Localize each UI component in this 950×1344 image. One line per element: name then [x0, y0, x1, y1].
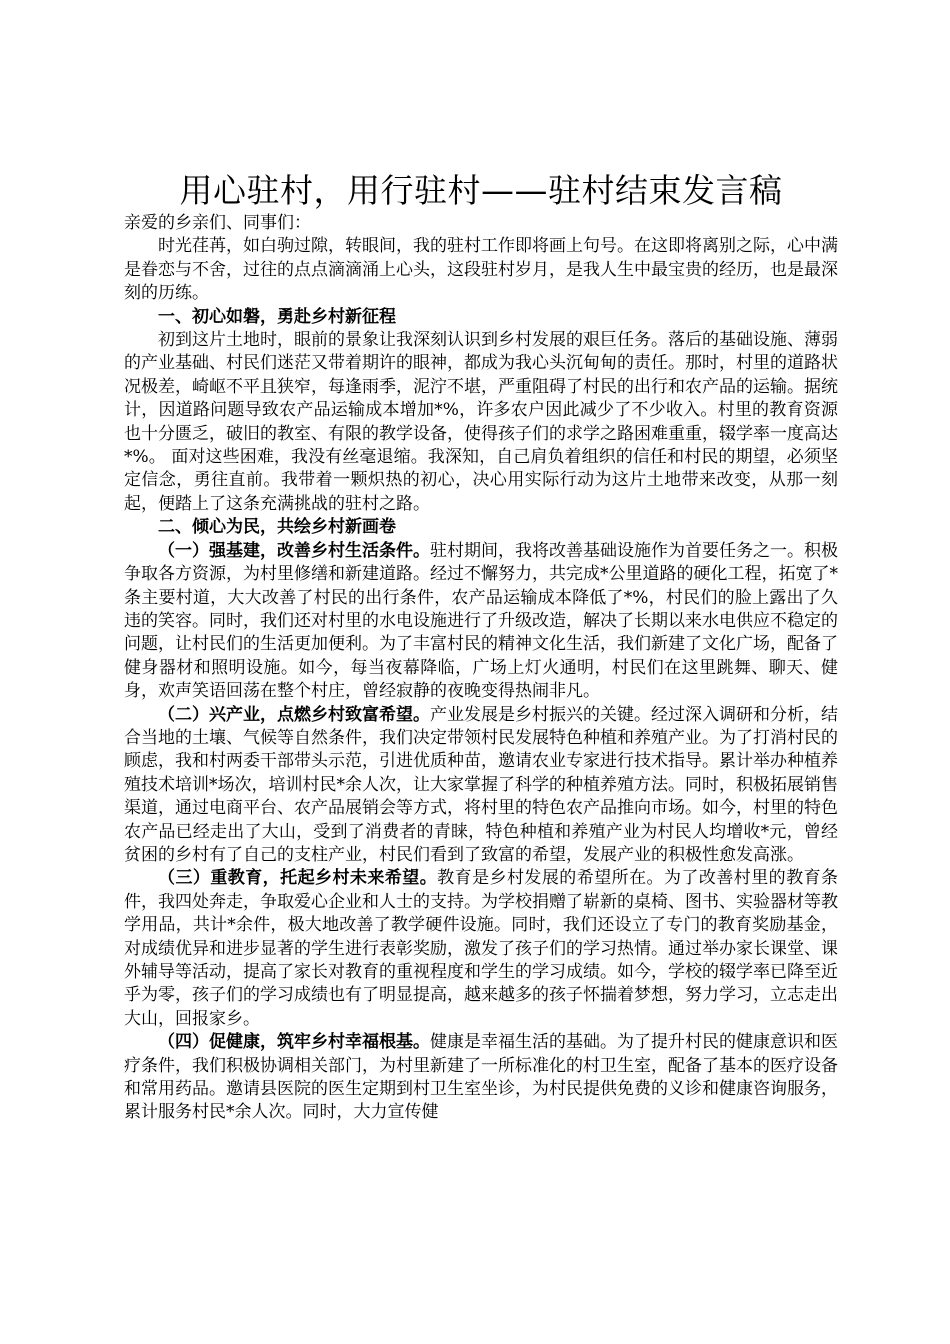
subsection-body-3: 教育是乡村发展的希望所在。为了改善村里的教育条件，我四处奔走，争取爱心企业和人士的支持。为学校捐赠了崭新的桌椅、图书、实验器材等教学用品，共计*余件，极大地改善了教学硬件设施。同时，我们还设立了专门的教育奖励基金，对成绩优异和进步显著的学生进行表彰奖励，激发了孩子们的学习热情。通过举办家长课堂、课外辅导等活动，提高了家长对教育的重视程度和学生的学习成绩。如今，学校的辍学率已降至近乎为零，孩子们的学习成绩也有了明显提高，越来越多的孩子怀揣着梦想，努力学习，立志走出大山，回报家乡。 — [124, 868, 839, 1029]
section-heading-2: 二、倾心为民，共绘乡村新画卷 — [158, 517, 396, 538]
subsection-lead-4: （四）促健康，筑牢乡村幸福根基。 — [158, 1032, 430, 1053]
subsection-lead-2: （二）兴产业，点燃乡村致富希望。 — [158, 704, 430, 725]
subsection-paragraph-1 — [124, 540, 838, 704]
subsection-body-1: 驻村期间，我将改善基础设施作为首要任务之一。积极争取各方资源，为村里修缮和新建道路。经过不懈努力，共完成*公里道路的硬化工程，拓宽了*条主要村道，大大改善了村民的出行条件，农产品运输成本降低了*%，村民们的脸上露出了久违的笑容。同时，我们还对村里的水电设施进行了升级改造，解决了长期以来水电供应不稳定的问题，让村民们的生活更加便利。为了丰富村民的精神文化生活，我们新建了文化广场，配备了健身器材和照明设施。如今，每当夜幕降临，广场上灯火通明，村民们在这里跳舞、聊天、健身，欢声笑语回荡在整个村庄，曾经寂静的夜晚变得热闹非凡。 — [124, 540, 838, 702]
section-1-paragraph: 初到这片土地时，眼前的景象让我深刻认识到乡村发展的艰巨任务。落后的基础设施、薄弱的产业基础、村民们迷茫又带着期许的眼神，都成为我心头沉甸甸的责任。那时，村里的道路状况极差，崎岖不平且狭窄，每逢雨季，泥泞不堪，严重阻碍了村民的出行和农产品的运输。据统计，因道路问题导致农产品运输成本增加*%，许多农户因此减少了不少收入。村里的教育资源也十分匮乏，破旧的教室、有限的教学设备，使得孩子们的求学之路困难重重，辍学率一度高达*%。 面对这些困难，我没有丝毫退缩。我深知，自己肩负着组织的信任和村民的期望，必须坚定信念，勇往直前。我带着一颗炽热的初心，决心用实际行动为这片土地带来改变，从那一刻起，便踏上了这条充满挑战的驻村之路。 — [124, 330, 838, 514]
document-title: 用心驻村，用行驻村——驻村结束发言稿 — [179, 171, 783, 210]
subsection-lead-1: （一）强基建，改善乡村生活条件。 — [158, 540, 430, 561]
subsection-body-2: 产业发展是乡村振兴的关键。经过深入调研和分析，结合当地的土壤、气候等自然条件，我们决定带领村民发展特色种植和养殖产业。为了打消村民的顾虑，我和村两委干部带头示范，引进优质种苗，邀请农业专家进行技术指导。累计举办种植养殖技术培训*场次，培训村民*余人次，让大家掌握了科学的种植养殖方法。同时，积极拓展销售渠道，通过电商平台、农产品展销会等方式，将村里的特色农产品推向市场。如今，村里的特色农产品已经走出了大山，受到了消费者的青睐，特色种植和养殖产业为村民人均增收*元，曾经贫困的乡村有了自己的支柱产业，村民们看到了致富的希望，发展产业的积极性愈发高涨。 — [124, 704, 838, 865]
section-heading-1: 一、初心如磐，勇赴乡村新征程 — [158, 306, 396, 327]
document-page — [124, 170, 838, 1125]
subsection-paragraph-3 — [124, 867, 838, 1031]
subsection-lead-3: （三）重教育，托起乡村未来希望。 — [158, 868, 438, 889]
salutation: 亲爱的乡亲们、同事们： — [124, 213, 311, 233]
intro-paragraph: 时光荏苒，如白驹过隙，转眼间，我的驻村工作即将画上句号。在这即将离别之际，心中满是眷恋与不舍，过往的点点滴滴涌上心头，这段驻村岁月，是我人生中最宝贵的经历，也是最深刻的历练。 — [124, 236, 838, 304]
subsection-paragraph-4 — [124, 1031, 838, 1125]
subsection-paragraph-2 — [124, 704, 838, 868]
subsection-body-4: 健康是幸福生活的基础。为了提升村民的健康意识和医疗条件，我们积极协调相关部门，为村里新建了一所标准化的村卫生室，配备了基本的医疗设备和常用药品。邀请县医院的医生定期到村卫生室坐诊，为村民提供免费的义诊和健康咨询服务，累计服务村民*余人次。同时，大力宣传健 — [124, 1032, 838, 1123]
